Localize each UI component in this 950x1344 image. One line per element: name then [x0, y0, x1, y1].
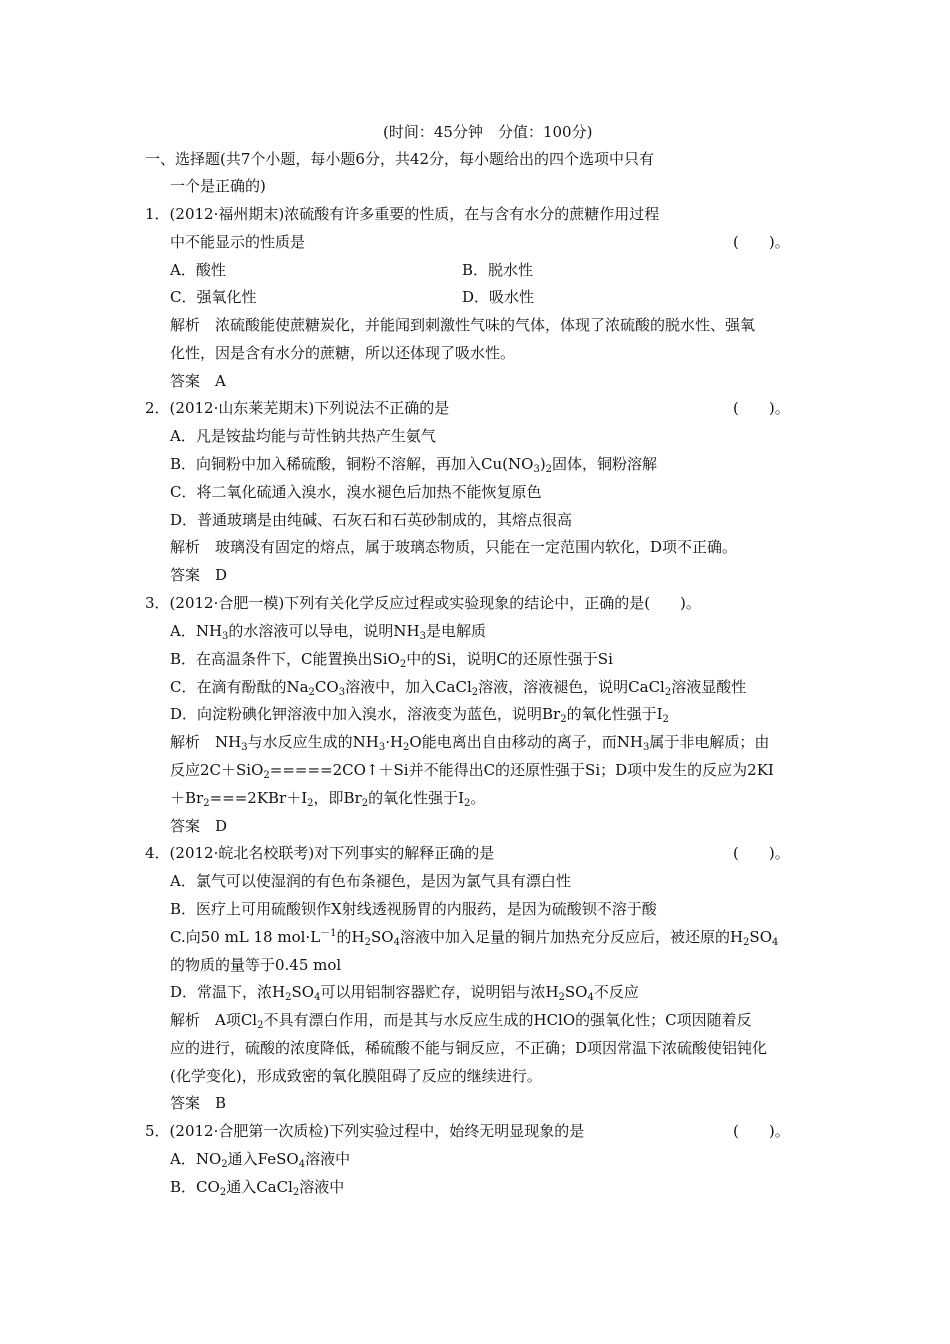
q1-option-d: D．吸水性 [462, 288, 535, 306]
q2-option-b: B．向铜粉中加入稀硫酸，铜粉不溶解，再加入$Cu(NO_3)_2$固体，铜粉溶解 [170, 455, 658, 475]
section-heading: 一、选择题(共7个小题，每小题6分，共42分，每小题给出的四个选项中只有 [145, 150, 655, 168]
q1-option-a: A．酸性 [170, 261, 226, 279]
q3-answer: 答案 D [170, 817, 228, 835]
q1-answer-blank: ( )。 [733, 233, 790, 251]
q4-answer-blank: ( )。 [733, 844, 790, 862]
q2-option-d: D．普通玻璃是由纯碱、石灰石和石英砂制成的，其熔点很高 [170, 511, 573, 529]
q4-explanation-cont: 应的进行，硫酸的浓度降低，稀硫酸不能与铜反应，不正确；D项因常温下浓硫酸使铝钝化 [170, 1039, 768, 1057]
q3-explanation-cont: 反应2C＋SiO$_2$=====2CO↑＋Si并不能得出C的还原性强于Si；D项中发生的反应为2KI [170, 761, 774, 781]
q3-option-c: C．在滴有酚酞的$Na_2CO_3$溶液中，加入CaCl$_2$溶液，溶液褪色，说明CaCl$_2$溶液显酸性 [170, 678, 747, 698]
q5-option-b: B．$CO_2$通入CaCl$_2$溶液中 [170, 1178, 345, 1198]
q4-answer: 答案 B [170, 1094, 227, 1112]
q2-stem: 2．(2012·山东莱芜期末)下列说法不正确的是 [145, 399, 450, 417]
q4-option-b: B．医疗上可用硫酸钡作X射线透视肠胃的内服药，是因为硫酸钡不溶于酸 [170, 900, 657, 918]
q4-stem: 4．(2012·皖北名校联考)对下列事实的解释正确的是 [145, 844, 495, 862]
q1-explanation-cont: 化性，因是含有水分的蔗糖，所以还体现了吸水性。 [170, 344, 516, 362]
q1-stem-cont: 中不能显示的性质是 [170, 233, 306, 251]
q1-option-b: B．脱水性 [462, 261, 534, 279]
q5-answer-blank: ( )。 [733, 1122, 790, 1140]
q2-explanation: 解析 玻璃没有固定的熔点，属于玻璃态物质，只能在一定范围内软化，D项不正确。 [170, 538, 738, 556]
q2-answer-blank: ( )。 [733, 399, 790, 417]
q2-option-c: C．将二氧化硫通入溴水，溴水褪色后加热不能恢复原色 [170, 483, 542, 501]
q5-option-a: A．$NO_2$通入FeSO$_4$溶液中 [170, 1150, 351, 1170]
section-heading-cont: 一个是正确的) [170, 177, 266, 195]
q2-answer: 答案 D [170, 566, 228, 584]
q4-option-c: C.向50 mL 18 $mol\cdot L^{-1}$的$H_2SO_4$溶液中加入足量的铜片加热充分反应后，被还原的$H_2SO_4$ [170, 928, 779, 948]
q3-option-b: B．在高温条件下，C能置换出SiO$_2$中的Si，说明C的还原性强于Si [170, 650, 613, 670]
q4-option-d: D．常温下，浓$H_2SO_4$可以用铝制容器贮存，说明铝与浓$H_2SO_4$不反应 [170, 983, 639, 1003]
q1-option-c: C．强氧化性 [170, 288, 257, 306]
q3-explanation-cont2: $+Br_2===2KBr+I_2$，即$Br_2$的氧化性强于$I_2$。 [170, 789, 486, 809]
q4-option-a: A．氯气可以使湿润的有色布条褪色，是因为氯气具有漂白性 [170, 872, 571, 890]
q4-explanation: 解析 A项$Cl_2$不具有漂白作用，而是其与水反应生成的HClO的强氧化性；C项因随着反 [170, 1011, 752, 1031]
q4-explanation-cont2: (化学变化)，形成致密的氧化膜阻碍了反应的继续进行。 [170, 1067, 542, 1085]
time-info: (时间：45分钟 分值：100分) [383, 123, 593, 141]
q3-stem: 3．(2012·合肥一模)下列有关化学反应过程或实验现象的结论中，正确的是( )。 [145, 594, 701, 612]
q3-explanation: 解析 $NH_3$与水反应生成的$NH_3\cdot H_2O$能电离出自由移动的离子，而$NH_3$属于非电解质；由 [170, 733, 770, 753]
q1-answer: 答案 A [170, 372, 226, 390]
q4-option-c-cont: 的物质的量等于0.45 mol [170, 956, 342, 974]
q3-option-a: A．$NH_3$的水溶液可以导电，说明$NH_3$是电解质 [170, 622, 487, 642]
q2-option-a: A．凡是铵盐均能与苛性钠共热产生氨气 [170, 427, 436, 445]
q1-stem: 1．(2012·福州期末)浓硫酸有许多重要的性质，在与含有水分的蔗糖作用过程 [145, 205, 660, 223]
q3-option-d: D．向淀粉碘化钾溶液中加入溴水，溶液变为蓝色，说明$Br_2$的氧化性强于$I_2$ [170, 705, 669, 725]
q5-stem: 5．(2012·合肥第一次质检)下列实验过程中，始终无明显现象的是 [145, 1122, 585, 1140]
q1-explanation: 解析 浓硫酸能使蔗糖炭化，并能闻到刺激性气味的气体，体现了浓硫酸的脱水性、强氧 [170, 316, 756, 334]
